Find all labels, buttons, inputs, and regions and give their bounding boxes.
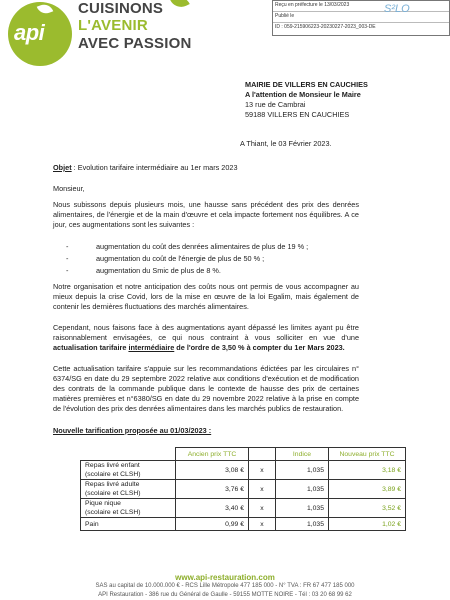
footer-legal: SAS au capital de 10.000.000 € - RCS Lille Métropole 477 185 000 - N° TVA : FR 67 477 185 000 — [95, 583, 355, 589]
index-value: 1,035 — [276, 499, 329, 518]
list-item: - augmentation du coût de l'énergie de plus de 50 % ; — [66, 253, 366, 265]
recipient-block — [245, 80, 368, 120]
paragraph-3 — [53, 323, 359, 353]
brand-line-2: L'AVENIR — [78, 17, 148, 34]
paragraph-2: Notre organisation et notre anticipation des coûts nous ont permis de vous accompagner au mieux depuis la crise Covid, lors de la mise en œuvre de la loi Egalim, mais également de contenir les dernières fluctuations des marchés alimentaires. — [53, 282, 359, 311]
index-value: 1,035 — [276, 518, 329, 531]
multiply-sign: x — [249, 461, 276, 480]
brand-leaf-icon — [170, 0, 190, 11]
old-price: 3,76 € — [176, 480, 249, 499]
paragraph-3-underline: intermédiaire — [128, 343, 175, 352]
api-logo-text: api — [14, 20, 45, 45]
list-item: - augmentation du Smic de plus de 8 %. — [66, 265, 366, 277]
stamp-received: Reçu en préfecture le 13/03/2023 — [273, 1, 449, 12]
brand-line-3: AVEC PASSION — [78, 35, 192, 52]
old-price: 3,40 € — [176, 499, 249, 518]
multiply-sign: x — [249, 518, 276, 531]
header-old-price: Ancien prix TTC — [176, 448, 249, 461]
header-index: Indice — [276, 448, 329, 461]
paragraph-3-bold-2: de l'ordre de 3,50 % à compter du 1er Mars 2023. — [174, 343, 345, 352]
old-price: 3,08 € — [176, 461, 249, 480]
multiply-sign: x — [249, 499, 276, 518]
table-title: Nouvelle tarification proposée au 01/03/2023 : — [53, 426, 212, 435]
paragraph-3-start: Cependant, nous faisons face à des augmentations ayant dépassé les limites ayant pu être raisonnablement envisagées, ce qui nous contraint à vous solliciter en vue d'une — [53, 323, 359, 342]
table-row — [81, 499, 406, 518]
new-price: 1,02 € — [329, 518, 406, 531]
paragraph-1: Nous subissons depuis plusieurs mois, une hausse sans précédent des prix des denrées alimentaires, de l'énergie et de la main d'œuvre et cela impacte fortement nos équilibres. A ce jour, ces augmentations sont les suivantes : — [53, 200, 359, 229]
object-line — [53, 163, 238, 173]
new-price: 3,18 € — [329, 461, 406, 480]
header-new-price: Nouveau prix TTC — [329, 448, 406, 461]
pricing-table — [80, 447, 406, 531]
paragraph-4: Cette actualisation tarifaire s'appuie sur les recommandations édictées par les circulaires n° 6374/SG en date du 29 septembre 2022 relative aux conditions d'exécution et de modification des contrats de la commande publique dans le contexte de hausse des prix de certaines matières premières et n°6380/SG en date du 29 novembre 2022 relative à la prise en compte de l'évolution des prix des denrées alimentaires dans les marchés publics de restauration. — [53, 364, 359, 413]
index-value: 1,035 — [276, 480, 329, 499]
footer-website: www.api-restauration.com — [175, 573, 275, 582]
table-header-blank — [81, 448, 176, 461]
recipient-line-2: A l'attention de Monsieur le Maire — [245, 90, 361, 99]
row-label: Pique nique (scolaire et CLSH) — [81, 499, 176, 518]
greeting: Monsieur, — [53, 184, 85, 193]
recipient-line-1: MAIRIE DE VILLERS EN CAUCHIES — [245, 80, 368, 89]
multiply-sign: x — [249, 480, 276, 499]
list-item: - augmentation du coût des denrées alimentaires de plus de 19 % ; — [66, 241, 366, 253]
paragraph-3-bold: actualisation tarifaire — [53, 343, 129, 352]
new-price: 3,89 € — [329, 480, 406, 499]
slo-logo: S²LO — [384, 3, 410, 15]
row-label: Repas livré enfant (scolaire et CLSH) — [81, 461, 176, 480]
brand-line-1: CUISINONS — [78, 0, 164, 17]
object-text: : Evolution tarifaire intermédiaire au 1er mars 2023 — [71, 163, 238, 172]
table-row — [81, 480, 406, 499]
row-label: Repas livré adulte (scolaire et CLSH) — [81, 480, 176, 499]
stamp-published: Publié le — [273, 12, 449, 23]
new-price: 3,52 € — [329, 499, 406, 518]
old-price: 0,99 € — [176, 518, 249, 531]
recipient-line-3: 13 rue de Cambrai — [245, 100, 306, 109]
row-label: Pain — [81, 518, 176, 531]
prefecture-stamp — [272, 0, 450, 36]
table-row — [81, 518, 406, 531]
index-value: 1,035 — [276, 461, 329, 480]
stamp-id: ID : 059-215906223-20230227-2023_003-DE — [275, 24, 376, 30]
table-header-row — [81, 448, 406, 461]
table-header-gap — [249, 448, 276, 461]
table-row — [81, 461, 406, 480]
recipient-line-4: 59188 VILLERS EN CAUCHIES — [245, 110, 350, 119]
place-date: A Thiant, le 03 Février 2023. — [240, 139, 332, 148]
footer-address: API Restauration - 386 rue du Général de Gaulle - 59155 MOTTE NOIRE - Tél : 03 20 68 99 62 — [98, 592, 352, 598]
increase-list — [66, 241, 366, 277]
object-label: Objet — [53, 163, 72, 172]
